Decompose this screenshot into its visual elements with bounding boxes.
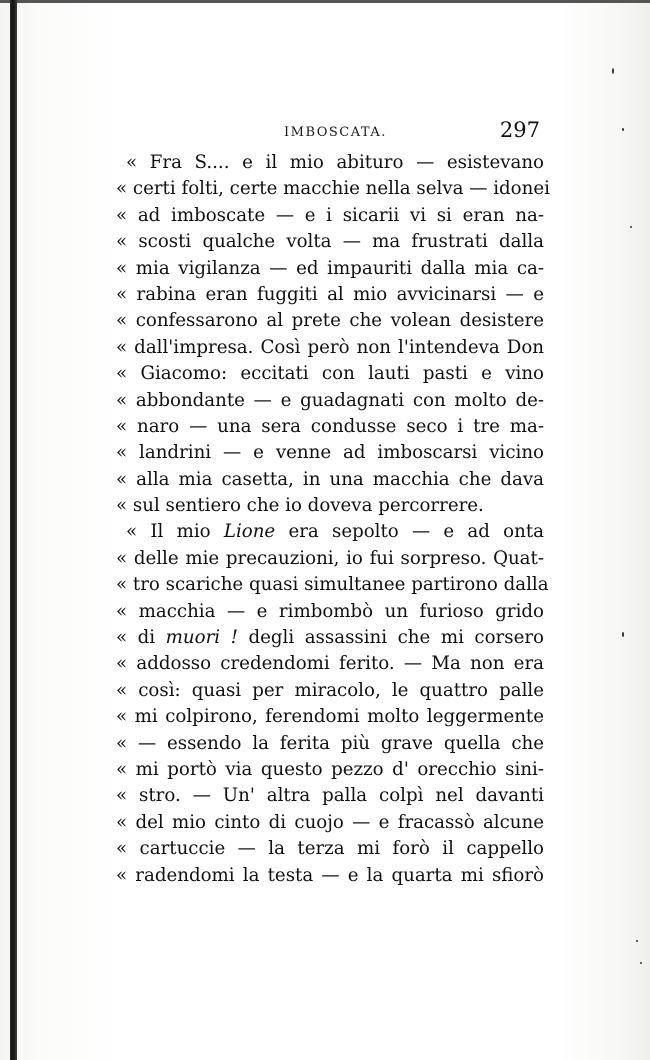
italic-word: muori ! xyxy=(165,627,238,649)
paper-speck xyxy=(636,940,638,942)
text-line: « cartuccie — la terza mi forò il cappello xyxy=(116,838,544,860)
text-line: « tro scariche quasi simultanee partirono dalla xyxy=(116,574,549,596)
text-line: « confessarono al prete che volean desistere xyxy=(116,310,544,332)
text-line: « certi folti, certe macchie nella selva — idonei xyxy=(116,178,550,200)
text-line: « macchia — e rimbombò un furioso grido xyxy=(116,600,544,622)
text-line: « così: quasi per miracolo, le quattro palle xyxy=(116,679,544,701)
text-line: « Il mio Lione era sepolto — e ad onta xyxy=(126,521,544,543)
text-line: « rabina eran fuggiti al mio avvicinarsi — e xyxy=(116,283,544,305)
text-line: « — essendo la ferita più grave quella che xyxy=(116,732,544,754)
paper-speck xyxy=(640,962,642,964)
text-line: « stro. — Un' altra palla colpì nel davanti xyxy=(116,785,544,807)
page-number: 297 xyxy=(499,118,540,142)
text-line: « Giacomo: eccitati con lauti pasti e vino xyxy=(116,363,544,385)
text-line: « mi portò via questo pezzo d' orecchio sini- xyxy=(116,758,544,780)
text-line: « mia vigilanza — ed impauriti dalla mia ca- xyxy=(116,257,544,279)
text-line: « naro — una sera condusse seco i tre ma- xyxy=(116,415,544,437)
text-line: « ad imboscate — e i sicarii vi si eran na- xyxy=(116,204,544,226)
text-line: « delle mie precauzioni, io fui sorpreso. Quat- xyxy=(116,547,544,569)
page-top-edge xyxy=(0,0,650,3)
italic-word: Lione xyxy=(223,521,276,543)
text-line: « alla mia casetta, in una macchia che dava xyxy=(116,468,544,490)
body-text xyxy=(116,150,550,889)
running-head: IMBOSCATA. xyxy=(284,125,387,140)
binding-edge xyxy=(10,0,17,1060)
text-line: « addosso credendomi ferito. — Ma non era xyxy=(116,653,544,675)
paper-speck xyxy=(622,632,624,637)
text-line: « dall'impresa. Così però non l'intendeva Don xyxy=(116,336,544,358)
text-line: « sul sentiero che io doveva percorrere. xyxy=(116,495,484,517)
page-header xyxy=(118,118,540,146)
text-line: « landrini — e venne ad imboscarsi vicino xyxy=(116,442,544,464)
text-line: « abbondante — e guadagnati con molto de- xyxy=(116,389,544,411)
text-line: « mi colpirono, ferendomi molto leggermente xyxy=(116,706,544,728)
text-line: « di muori ! degli assassini che mi corsero xyxy=(116,627,544,649)
paper-speck xyxy=(612,68,614,74)
text-line: « radendomi la testa — e la quarta mi sfiorò xyxy=(116,864,544,886)
paper-speck xyxy=(630,226,632,228)
text-line: « del mio cinto di cuojo — e fracassò alcune xyxy=(116,811,544,833)
paper-speck xyxy=(622,128,624,131)
text-line: « Fra S.... e il mio abituro — esistevano xyxy=(126,152,544,173)
text-line: « scosti qualche volta — ma frustrati dalla xyxy=(116,231,544,253)
